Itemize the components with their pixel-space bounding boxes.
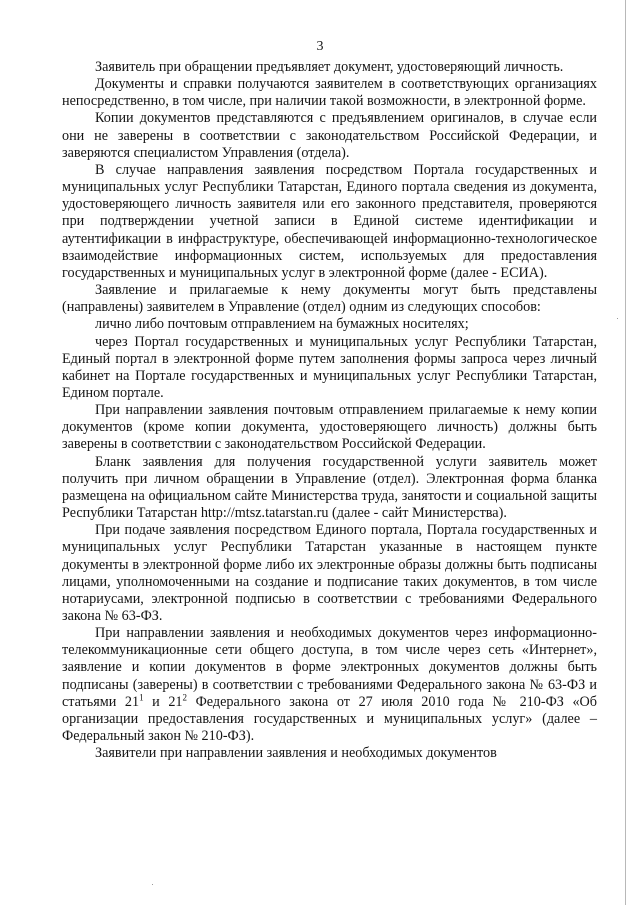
paragraph-applicants-continued: Заявители при направлении заявления и необходимых документов xyxy=(95,745,497,762)
superscript: 2 xyxy=(182,692,188,703)
paragraph-method-in-person: лично либо почтовым отправлением на бумажных носителях; xyxy=(95,316,469,333)
document-body xyxy=(62,59,597,762)
scan-speck xyxy=(617,318,618,319)
paragraph-copies-originals: Копии документов представляются с предъявлением оригиналов, в случае если они не заверены в соответствии с законодательством Российской Федерации, и заверяются специалистом Управления (отдела). xyxy=(62,110,597,161)
paragraph-esia-verification: В случае направления заявления посредством Портала государственных и муниципальных услуг Республики Татарстан, Единого портала сведения из документа, удостоверяющего личность заявителя или его законного представителя, проверяются при подтверждении учетной записи в Единой системе идентификации и аутентификации в инфраструктуре, обеспечивающей информационно-технологическое взаимодействие информационных систем, используемых для предоставления государственных и муниципальных услуг в электронной форме (далее - ЕСИА). xyxy=(62,161,597,281)
text-segment: При направлении заявления и необходимых документов через информационно-телекоммуникационные сети общего доступа, в том числе через сеть «Интернет», заявление и копии документов в форме электронных документов должны быть подписаны (заверены) в соответствии с требованиями Федерального закона № 63-ФЗ и статьями 21 xyxy=(62,625,597,710)
paragraph-electronic-signature: При подаче заявления посредством Единого портала, Портала государственных и муниципальных услуг Республики Татарстан указанные в настоящем пункте документы в электронной форме либо их электронные образы должны быть подписаны лицами, уполномоченными на создание и подписание таких документов, в том числе нотариусами, электронной подписью в соответствии с требованиями Федерального закона № 63-ФЗ. xyxy=(62,522,597,624)
paragraph-postal-copies: При направлении заявления почтовым отправлением прилагаемые к нему копии документов (кроме копии документа, удостоверяющего личность) должны быть заверены в соответствии с законодательством Российской Федерации. xyxy=(62,402,597,453)
paragraph-internet-submission xyxy=(62,625,597,745)
text-segment: Федерального закона от 27 июля 2010 года № 210-ФЗ «Об организации предоставления государственных и муниципальных услуг» (далее – Федеральный закон № 210-ФЗ). xyxy=(62,693,598,745)
paragraph-application-form: Бланк заявления для получения государственной услуги заявитель может получить при личном обращении в Управление (отдел). Электронная форма бланка размещена на официальном сайте Министерства труда, занятости и социальной защиты Республики Татарстан http://mtsz.tatarstan.ru (далее - сайт Министерства). xyxy=(62,453,597,522)
page-number: 3 xyxy=(316,39,324,54)
paragraph-applicant-id: Заявитель при обращении предъявляет документ, удостоверяющий личность. xyxy=(95,59,564,75)
scan-edge-line xyxy=(625,0,626,905)
text-segment: и 21 xyxy=(143,693,183,710)
paragraph-submission-methods: Заявление и прилагаемые к нему документы могут быть представлены (направлены) заявителем в Управление (отдел) одним из следующих способов: xyxy=(62,282,597,316)
scan-speck xyxy=(152,884,153,885)
paragraph-documents-obtained: Документы и справки получаются заявителем в соответствующих организациях непосредственно, в том числе, при наличии такой возможности, в электронной форме. xyxy=(62,76,597,110)
paragraph-method-portal: через Портал государственных и муниципальных услуг Республики Татарстан, Единый портал в электронной форме путем заполнения формы запроса через личный кабинет на Портале государственных и муниципальных услуг Республики Татарстан, Едином портале. xyxy=(62,333,597,401)
superscript: 1 xyxy=(139,692,144,703)
